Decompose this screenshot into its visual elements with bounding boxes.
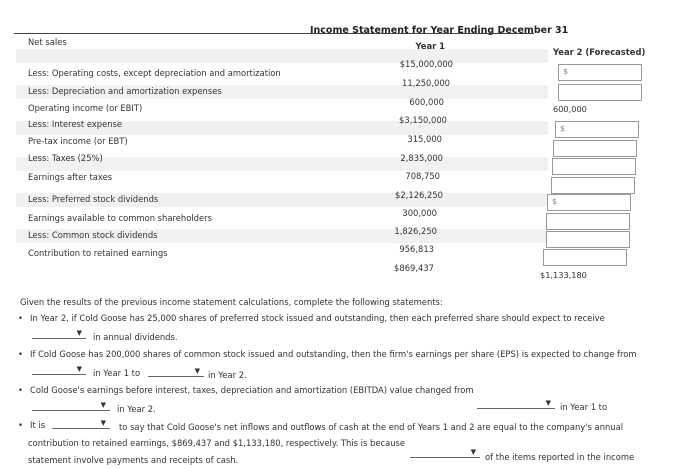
bullet4-it-is: It is xyxy=(30,420,46,430)
row-label: Less: Preferred stock dividends xyxy=(28,194,159,204)
year1-value: 600,000 xyxy=(409,97,444,107)
question-intro: Given the results of the previous income statement calculations, complete the following statements: xyxy=(20,297,443,307)
year2-common-dividends-input[interactable] xyxy=(543,249,627,266)
row-label: Less: Taxes (25%) xyxy=(28,153,103,163)
chevron-down-icon: ▼ xyxy=(100,401,106,409)
bullet3-in-year2: in Year 2. xyxy=(117,404,156,414)
bullet2-in-year1: in Year 1 to xyxy=(93,368,141,378)
bullet4-line2: contribution to retained earnings, $869,437 and $1,133,180, respectively. This is because xyxy=(28,438,406,448)
because-dropdown[interactable] xyxy=(410,447,480,458)
bullet3-line1: Cold Goose's earnings before interest, taxes, depreciation and amortization (EBITDA) value changed from xyxy=(30,385,474,395)
year1-value: $869,437 xyxy=(394,263,434,273)
row-label: Less: Interest expense xyxy=(28,119,123,129)
bullet2-line1: If Cold Goose has 200,000 shares of common stock issued and outstanding, then the firm's earnings per share (EPS) is expected to change from xyxy=(30,349,637,359)
chevron-down-icon: ▼ xyxy=(470,448,476,456)
year2-taxes-input[interactable] xyxy=(551,177,635,194)
year1-value: 2,835,000 xyxy=(400,153,443,163)
preferred-dividend-dropdown[interactable] xyxy=(32,328,86,339)
chevron-down-icon: ▼ xyxy=(76,365,82,373)
bullet-dot: • xyxy=(18,385,23,395)
year1-value: 315,000 xyxy=(407,134,442,144)
year2-eat-input[interactable] xyxy=(547,194,631,211)
bullet4-line1: to say that Cold Goose's net inflows and outflows of cash at the end of Years 1 and 2 are equal to the company's annual xyxy=(119,422,624,432)
dollar-sign: $ xyxy=(563,67,569,76)
statement-title: Income Statement for Year Ending December 31 xyxy=(310,25,569,36)
year1-header: Year 1 xyxy=(415,41,445,51)
row-label: Earnings after taxes xyxy=(28,172,113,182)
year1-value: 1,826,250 xyxy=(394,226,437,236)
bullet2-in-year2: in Year 2. xyxy=(208,370,247,380)
bullet4-line2b: of the items reported in the income xyxy=(485,452,635,462)
bullet-dot: • xyxy=(18,313,23,323)
dollar-sign: $ xyxy=(552,197,558,206)
ebitda-year2-dropdown[interactable] xyxy=(32,400,110,411)
year2-available-common-input[interactable] xyxy=(546,231,630,248)
chevron-down-icon: ▼ xyxy=(100,419,106,427)
row-label: Contribution to retained earnings xyxy=(28,248,168,258)
year1-value: 300,000 xyxy=(402,208,437,218)
row-label: Operating income (or EBIT) xyxy=(28,103,143,113)
year2-header: Year 2 (Forecasted) xyxy=(553,47,646,57)
year1-value: 708,750 xyxy=(405,171,440,181)
ebitda-year1-dropdown[interactable] xyxy=(477,398,555,409)
eps-year2-dropdown[interactable] xyxy=(148,366,204,377)
bullet-dot: • xyxy=(18,349,23,359)
bullet3-in-year1: in Year 1 to xyxy=(560,402,608,412)
year1-value: $15,000,000 xyxy=(399,59,453,69)
dollar-sign: $ xyxy=(560,124,566,133)
year2-depreciation-value: 600,000 xyxy=(553,104,587,114)
chevron-down-icon: ▼ xyxy=(194,367,200,375)
year2-net-sales-input[interactable] xyxy=(558,64,642,81)
year2-retained-value: $1,133,180 xyxy=(540,270,587,280)
bullet1-line2: in annual dividends. xyxy=(93,332,178,342)
it-is-dropdown[interactable] xyxy=(52,418,110,429)
chevron-down-icon: ▼ xyxy=(545,399,551,407)
eps-year1-dropdown[interactable] xyxy=(32,364,86,375)
bullet-dot: • xyxy=(18,420,23,430)
year1-value: $2,126,250 xyxy=(395,190,443,200)
header-rule xyxy=(14,33,534,34)
row-label: Less: Operating costs, except depreciation and amortization xyxy=(28,68,281,78)
year1-value: 956,813 xyxy=(399,244,434,254)
row-shade xyxy=(16,49,548,63)
bullet1-line1: In Year 2, if Cold Goose has 25,000 shares of preferred stock issued and outstanding, then each preferred share should expect to receive xyxy=(30,313,605,323)
year2-preferred-dividends-input[interactable] xyxy=(546,213,630,230)
chevron-down-icon: ▼ xyxy=(76,329,82,337)
row-label: Earnings available to common shareholders xyxy=(28,213,212,223)
row-label: Pre-tax income (or EBT) xyxy=(28,136,128,146)
year2-ebt-input[interactable] xyxy=(552,158,636,175)
row-label: Less: Depreciation and amortization expenses xyxy=(28,86,222,96)
bullet4-line3: statement involve payments and receipts of cash. xyxy=(28,455,239,465)
year1-value: 11,250,000 xyxy=(402,78,450,88)
row-label: Net sales xyxy=(28,37,67,47)
year1-value: $3,150,000 xyxy=(399,115,447,125)
row-label: Less: Common stock dividends xyxy=(28,230,158,240)
year2-operating-costs-input[interactable] xyxy=(558,84,642,101)
year2-ebit-input[interactable] xyxy=(555,121,639,138)
year2-interest-input[interactable] xyxy=(553,140,637,157)
